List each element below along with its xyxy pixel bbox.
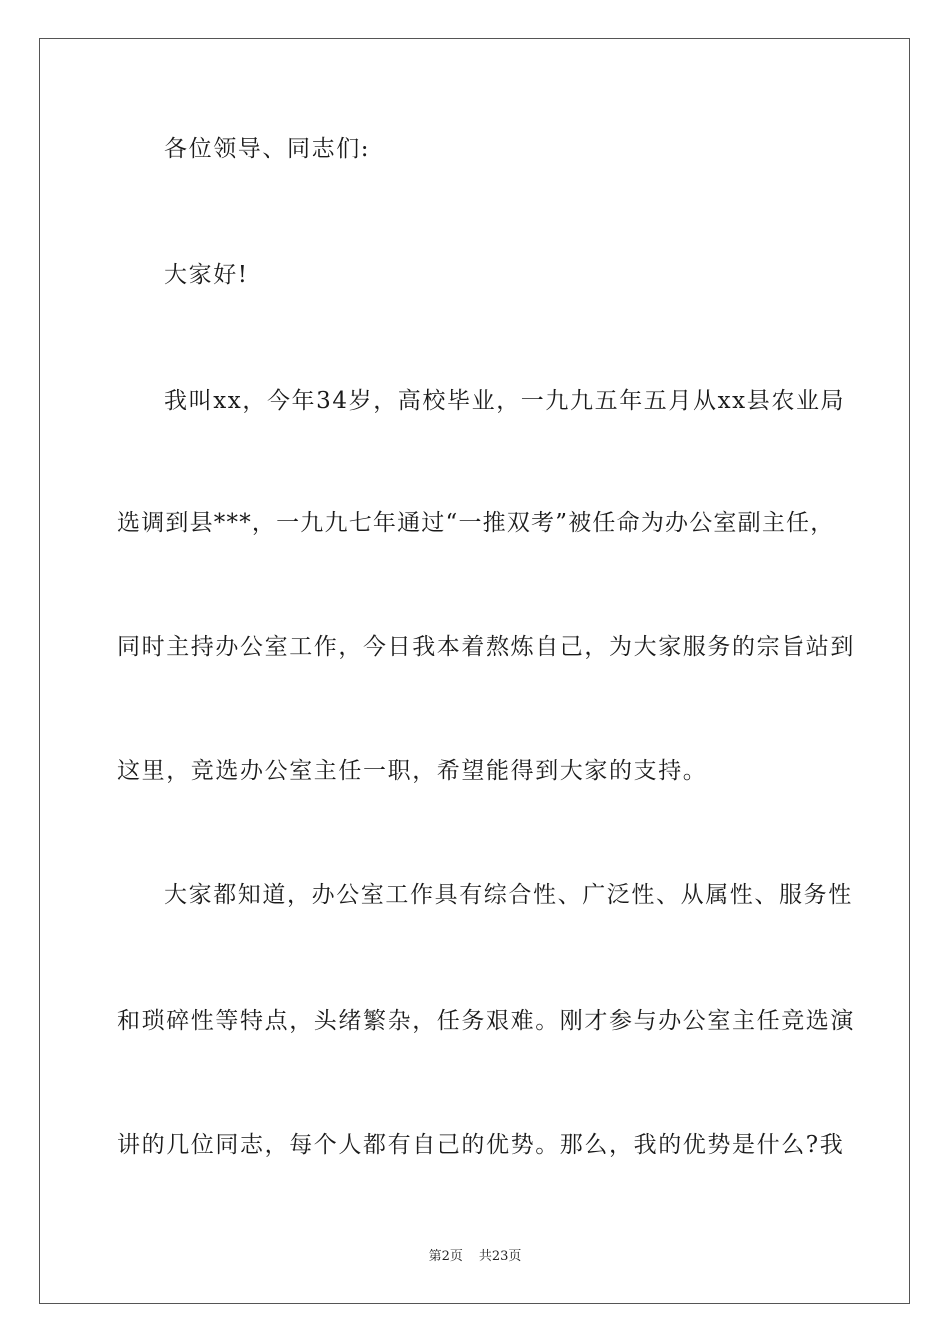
body-text-line: 讲的几位同志，每个人都有自己的优势。那么，我的优势是什么?我 (117, 1132, 845, 1158)
page-number: 第2页 (428, 1249, 463, 1264)
body-text-line: 我叫xx，今年34岁，高校毕业，一九九五年五月从xx县农业局 (164, 388, 846, 414)
body-text-line: 大家都知道，办公室工作具有综合性、广泛性、从属性、服务性 (164, 882, 853, 908)
salutation-line: 各位领导、同志们: (164, 136, 371, 162)
page-total: 共23页 (478, 1249, 522, 1264)
body-text-line: 和琐碎性等特点，头绪繁杂，任务艰难。刚才参与办公室主任竞选演 (117, 1008, 855, 1034)
greeting-line: 大家好! (164, 262, 249, 288)
page-footer (0, 1248, 950, 1266)
body-text-line: 同时主持办公室工作，今日我本着熬炼自己，为大家服务的宗旨站到 (117, 634, 855, 660)
body-text-line: 这里，竞选办公室主任一职，希望能得到大家的支持。 (117, 758, 708, 784)
page-border (39, 38, 910, 1304)
body-text-line: 选调到县***，一九九七年通过“一推双考”被任命为办公室副主任， (117, 510, 835, 536)
